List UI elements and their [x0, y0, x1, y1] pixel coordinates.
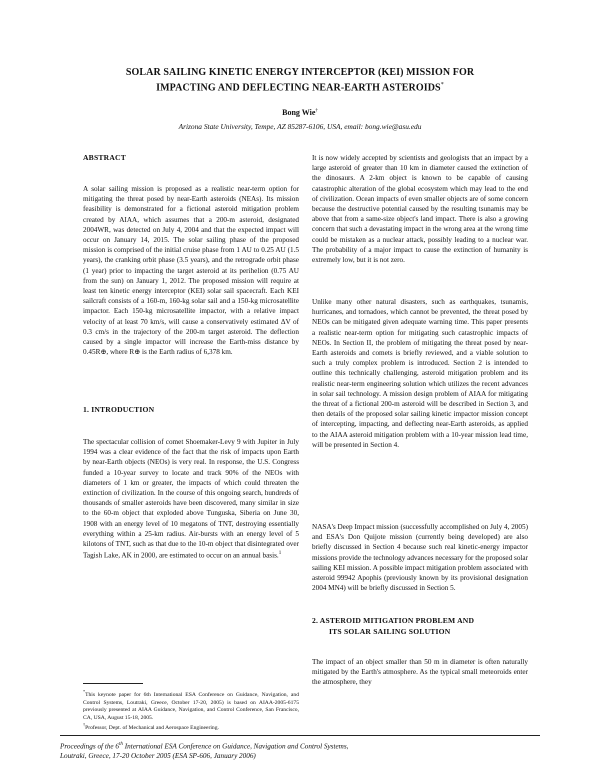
- abstract-text: A solar sailing mission is proposed as a realistic near-term option for mitigating the threat posed by near-Earth asteroids (NEAs). Its mission feasibility is demonstrated for a fictional asteroid mitigation problem created by AIAA, which assumes that a 200-m asteroid, designated 2004WR, was detected on July 4, 2004 and that the expected impact will occur on January 14, 2015. The solar sailing phase of the proposed mission is comprised of the initial cruise phase from 1 AU to 0.25 AU (1.5 years), the cranking orbit phase (3.5 years), and the retrograde orbit phase (1 year) prior to impacting the target asteroid at its perihelion (0.75 AU from the sun) on January 1, 2012. The proposed mission will require at least ten kinetic energy interceptor (KEI) solar sail spacecraft. Each KEI sailcraft consists of a 160-m, 160-kg solar sail and a 150-kg microsatellite impactor. Each 150-kg microsatellite impactor, with a relative impact velocity of at least 70 km/s, will cause a conservatively estimated ΔV of 0.3 cm/s in the trajectory of the 200-m target asteroid. The deflection caused by a single impactor will increase the Earth-miss distance by 0.45R⊕, where R⊕ is the Earth radius of 6,378 km.: [83, 185, 299, 357]
- citation-ref: 1: [278, 551, 282, 557]
- body-paragraph-4: The impact of an object smaller than 50 m in diameter is often naturally mitigated by the Earth's atmosphere. As the typical small meteoroids enter the atmosphere, they: [312, 658, 528, 687]
- footnote-keynote: *This keynote paper for 6th International ESA Conference on Guidance, Navigation, and Control Systems, Loutraki, Greece, October 17-20, 2005) is based on AIAA-2005-6175 previously presented at AIAA Guidance, Navigation, and Control Conference, San Francisco, CA, USA, August 15-18, 2005.: [83, 689, 299, 722]
- body-paragraph-3: NASA's Deep Impact mission (successfully accomplished on July 4, 2005) and ESA's Don Quijote mission (currently being developed) are also briefly discussed in Section 4 because such real kinetic-energy impactor missions provide the technology advances necessary for the proposed solar sailing KEI mission. A possible impact mitigation problem associated with asteroid 99942 Apophis (previously known by its provisional designation 2004 MN4) will be briefly discussed in Section 5.: [312, 523, 528, 593]
- title-line-1: SOLAR SAILING KINETIC ENERGY INTERCEPTOR (KEI) MISSION FOR: [125, 67, 475, 78]
- title-footnote-mark: *: [440, 82, 444, 88]
- proceedings-divider: [60, 735, 540, 736]
- proceedings-note: Proceedings of the 6th International ESA Conference on Guidance, Navigation and Control Systems, Loutraki, Greece, 17-20 October 2005 (ESA SP-606, January 2006): [60, 742, 349, 761]
- author-footnote-mark: †: [315, 108, 318, 114]
- footnote-divider: [83, 683, 143, 684]
- title-line-2: IMPACTING AND DEFLECTING NEAR-EARTH ASTEROIDS: [156, 82, 441, 94]
- footnote-author: †Professor, Dept. of Mechanical and Aerospace Engineering.: [83, 722, 219, 731]
- abstract-heading: ABSTRACT: [83, 153, 126, 162]
- author-affiliation: Arizona State University, Tempe, AZ 85287-6106, USA, email: bong.wie@asu.edu: [178, 122, 422, 131]
- section-2-heading: 2. ASTEROID MITIGATION PROBLEM AND ITS SOLAR SAILING SOLUTION: [312, 616, 475, 636]
- paper-title: [60, 66, 540, 94]
- introduction-text: The spectacular collision of comet Shoemaker-Levy 9 with Jupiter in July 1994 was a clear evidence of the fact that the risk of impacts upon Earth by near-Earth objects (NEOs) is very real. In response, the U.S. Congress funded a 10-year survey to locate and track 90% of the NEOs with diameters of 1 km or greater, the impacts of which could threaten the extinction of civilization. In the course of this ongoing search, hundreds of thousands of smaller asteroids have been discovered, many similar in size to the 60-m object that exploded above Tunguska, Siberia on June 30, 1908 with an energy level of 10 megatons of TNT, destroying essentially everything within a 25-km radius. Air-bursts with an energy level of 5 kilotons of TNT, such as that due to the 10-m object that disintegrated over Tagish Lake, AK in 2000, are estimated to occur on an annual basis.$^1$: [83, 438, 299, 560]
- body-paragraph-2: Unlike many other natural disasters, such as earthquakes, tsunamis, hurricanes, and tornadoes, which cannot be prevented, the threat posed by NEOs can be mitigated given adequate warning time. This paper presents a realistic near-term option for mitigating such catastrophic impacts of NEOs. In Section II, the problem of mitigating the threat posed by near-Earth asteroids and comets is briefly reviewed, and a viable solution to such a truly complex problem is introduced. Section 2 is intended to outline this technically challenging, asteroid mitigation problem and its realistic near-term engineering solution which utilizes the recent advances in solar sail technology. A mission design problem of AIAA for mitigating the threat of a fictional 200-m asteroid will be described in Section 3, and then details of the proposed solar sailing kinetic impactor mission concept of intercepting, impacting, and deflecting near-Earth asteroids, as applied to the AIAA asteroid mitigation problem with a 10-year mission lead time, will be presented in Section 4.: [312, 298, 528, 449]
- body-paragraph-1: It is now widely accepted by scientists and geologists that an impact by a large asteroid of greater than 10 km in diameter caused the extinction of the dinosaurs. A 2-km object is known to be capable of causing catastrophic alteration of the global ecosystem which may lead to the end of civilization. Ocean impacts of even smaller objects are of some concern because the destructive potential caused by the resulting tsunamis may be above that from a same-size object's land impact. There is also a growing concern that such a devastating impact in the wrong area at the wrong time could be mistaken as a nuclear attack, possibly leading to a nuclear war. The probability of a major impact to cause the extinction of humanity is extremely low, but it is not zero.: [312, 154, 528, 265]
- introduction-heading: 1. INTRODUCTION: [83, 405, 155, 414]
- author-name: Bong Wie†: [282, 108, 318, 117]
